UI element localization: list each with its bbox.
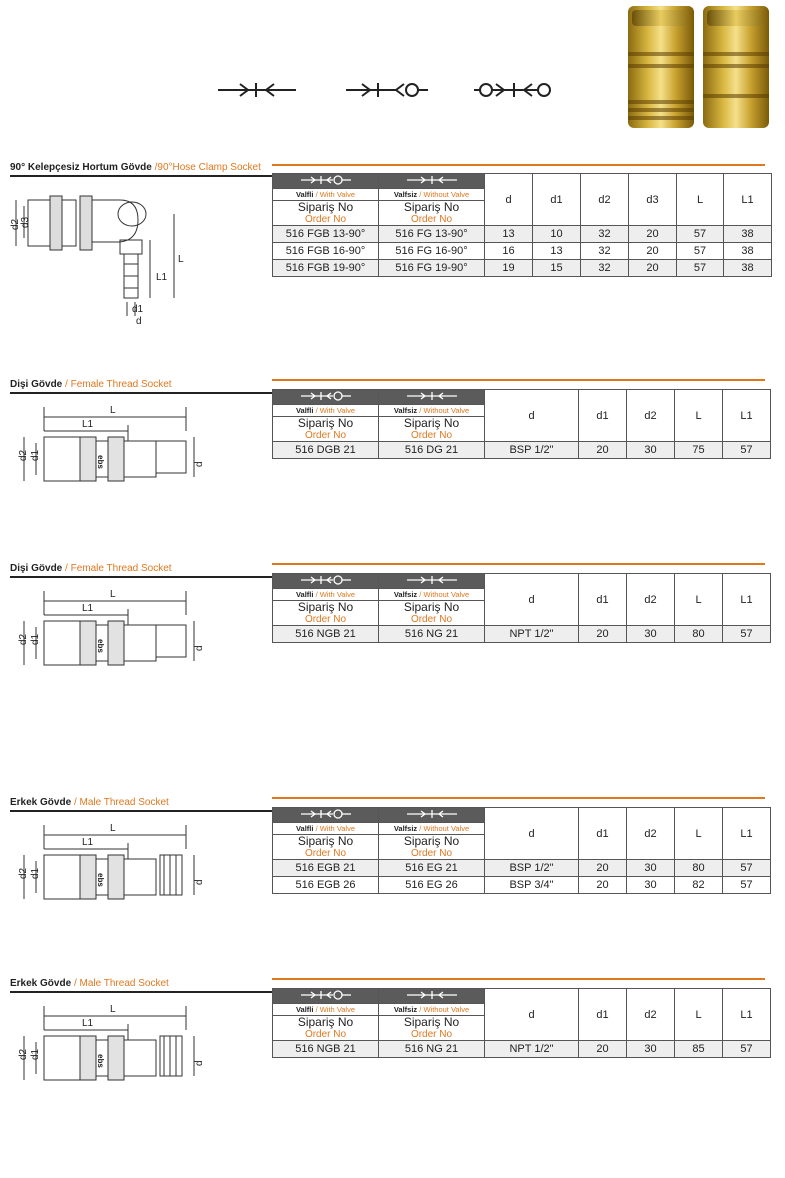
col-header-d: d	[485, 989, 579, 1041]
dim-L: L	[178, 254, 184, 265]
order-no-without-valve: 516 FG 13-90°	[379, 226, 485, 243]
col-header-d1: d1	[533, 174, 581, 226]
order-no-without-valve: 516 FG 19-90°	[379, 260, 485, 277]
order-no-label: Sipariş No Order No	[379, 1016, 485, 1041]
spec-value: 30	[627, 442, 675, 459]
without-valve-header	[379, 574, 485, 589]
spec-table	[272, 389, 771, 459]
table-rule	[272, 978, 765, 980]
spec-value: BSP 1/2"	[485, 442, 579, 459]
dim-d: d	[194, 1060, 205, 1066]
without-valve-header	[379, 390, 485, 405]
dim-L: L	[110, 589, 116, 600]
male-socket-drawing	[10, 1000, 210, 1110]
dim-d: d	[136, 316, 142, 324]
col-header-d: d	[485, 174, 533, 226]
order-no-label: Sipariş No Order No	[273, 1016, 379, 1041]
dim-L: L	[110, 823, 116, 834]
dim-d2: d2	[18, 449, 29, 461]
with-valve-label: Valfli / With Valve	[273, 589, 379, 601]
col-header-d1: d1	[579, 574, 627, 626]
without-valve-label: Valfsiz / Without Valve	[379, 589, 485, 601]
female-socket-drawing	[10, 585, 210, 695]
spec-value: 15	[533, 260, 581, 277]
spec-value: 82	[675, 877, 723, 894]
title-en: / Female Thread Socket	[65, 563, 172, 574]
with-valve-header	[273, 989, 379, 1004]
spec-value: 13	[533, 243, 581, 260]
col-header-d: d	[485, 808, 579, 860]
col-header-d2: d2	[581, 174, 629, 226]
without-valve-header	[379, 989, 485, 1004]
order-no-with-valve: 516 NGB 21	[273, 1041, 379, 1058]
table-row	[273, 243, 772, 260]
table-row	[273, 1041, 771, 1058]
order-no-without-valve: 516 FG 16-90°	[379, 243, 485, 260]
with-valve-header	[273, 174, 379, 189]
order-no-with-valve: 516 NGB 21	[273, 626, 379, 643]
title-en: / Male Thread Socket	[73, 797, 169, 808]
dim-d: d	[194, 645, 205, 651]
dim-L1: L1	[82, 419, 94, 430]
order-no-label: Sipariş No Order No	[273, 417, 379, 442]
spec-value: 13	[485, 226, 533, 243]
dim-d1: d1	[30, 633, 41, 645]
title-tr: Erkek Gövde	[10, 797, 72, 808]
col-header-d: d	[485, 574, 579, 626]
title-tr: Dişi Gövde	[10, 563, 63, 574]
product-photo-female	[703, 6, 769, 128]
with-valve-symbol	[301, 990, 351, 1000]
spec-value: 30	[627, 1041, 675, 1058]
col-header-d2: d2	[627, 574, 675, 626]
dim-d2: d2	[18, 867, 29, 879]
spec-value: 20	[579, 877, 627, 894]
col-header-L: L	[675, 989, 723, 1041]
spec-table	[272, 173, 772, 277]
table-rule	[272, 164, 765, 166]
spec-value: 16	[485, 243, 533, 260]
spec-table	[272, 988, 771, 1058]
spec-value: NPT 1/2"	[485, 1041, 579, 1058]
order-no-with-valve: 516 FGB 19-90°	[273, 260, 379, 277]
title-en: /90°Hose Clamp Socket	[154, 162, 261, 173]
spec-value: 20	[579, 1041, 627, 1058]
without-valve-symbol	[407, 809, 457, 819]
dim-L: L	[110, 1004, 116, 1015]
dim-d1: d1	[30, 1048, 41, 1060]
spec-value: 57	[677, 226, 724, 243]
spec-value: 57	[723, 877, 771, 894]
col-header-L1: L1	[723, 574, 771, 626]
with-valve-symbol	[301, 391, 351, 401]
with-valve-label: Valfli / With Valve	[273, 405, 379, 417]
dim-d1: d1	[30, 867, 41, 879]
spec-value: 32	[581, 226, 629, 243]
without-valve-header	[379, 808, 485, 823]
order-no-without-valve: 516 NG 21	[379, 1041, 485, 1058]
without-valve-symbol	[407, 391, 457, 401]
table-row	[273, 442, 771, 459]
spec-value: NPT 1/2"	[485, 626, 579, 643]
spec-value: 75	[675, 442, 723, 459]
with-valve-label: Valfli / With Valve	[273, 1004, 379, 1016]
order-no-label: Sipariş No Order No	[273, 601, 379, 626]
dim-d: d	[194, 879, 205, 885]
table-row	[273, 877, 771, 894]
col-header-L: L	[675, 574, 723, 626]
col-header-L1: L1	[723, 989, 771, 1041]
order-no-label: Sipariş No Order No	[379, 601, 485, 626]
spec-value: 57	[723, 442, 771, 459]
dim-L1: L1	[82, 1018, 94, 1029]
with-valve-header	[273, 808, 379, 823]
without-valve-symbol	[407, 575, 457, 585]
with-valve-symbol	[301, 809, 351, 819]
table-rule	[272, 563, 765, 565]
spec-value: 85	[675, 1041, 723, 1058]
dim-d1: d1	[132, 304, 144, 315]
dim-d3: d3	[20, 216, 31, 228]
order-no-without-valve: 516 NG 21	[379, 626, 485, 643]
table-rule	[272, 797, 765, 799]
spec-value: 57	[723, 626, 771, 643]
table-row	[273, 860, 771, 877]
with-valve-header	[273, 390, 379, 405]
product-section	[0, 162, 785, 362]
section-title	[10, 162, 272, 173]
spec-value: 57	[723, 860, 771, 877]
spec-value: 20	[629, 260, 677, 277]
product-section	[0, 978, 785, 1178]
dim-d2: d2	[10, 218, 21, 230]
spec-value: 30	[627, 860, 675, 877]
title-en: / Female Thread Socket	[65, 379, 172, 390]
title-rule	[10, 392, 272, 394]
section-title	[10, 978, 270, 989]
dim-L1: L1	[156, 272, 168, 283]
dim-d2: d2	[18, 1048, 29, 1060]
brand-mark: ebs	[96, 873, 105, 887]
order-no-with-valve: 516 EGB 26	[273, 877, 379, 894]
spec-value: 57	[677, 260, 724, 277]
male-socket-drawing	[10, 819, 210, 929]
table-row	[273, 226, 772, 243]
spec-value: 38	[724, 226, 772, 243]
col-header-d2: d2	[627, 390, 675, 442]
order-no-label: Sipariş No Order No	[379, 201, 485, 226]
without-valve-label: Valfsiz / Without Valve	[379, 405, 485, 417]
title-tr: Dişi Gövde	[10, 379, 63, 390]
spec-value: 57	[677, 243, 724, 260]
spec-value: BSP 3/4"	[485, 877, 579, 894]
dim-d2: d2	[18, 633, 29, 645]
brand-mark: ebs	[96, 1054, 105, 1068]
spec-value: 10	[533, 226, 581, 243]
col-header-L1: L1	[723, 390, 771, 442]
title-en: / Male Thread Socket	[73, 978, 169, 989]
with-valve-symbol	[301, 575, 351, 585]
order-no-with-valve: 516 EGB 21	[273, 860, 379, 877]
col-header-d2: d2	[627, 808, 675, 860]
order-no-without-valve: 516 EG 26	[379, 877, 485, 894]
ring-valve-symbol	[474, 80, 558, 100]
spec-value: 20	[579, 860, 627, 877]
col-header-d2: d2	[627, 989, 675, 1041]
order-no-with-valve: 516 DGB 21	[273, 442, 379, 459]
title-rule	[10, 175, 272, 177]
spec-value: 32	[581, 243, 629, 260]
spec-value: 20	[579, 626, 627, 643]
order-no-label: Sipariş No Order No	[379, 417, 485, 442]
spec-value: 19	[485, 260, 533, 277]
product-section	[0, 563, 785, 763]
title-rule	[10, 576, 272, 578]
with-valve-label: Valfli / With Valve	[273, 823, 379, 835]
title-tr: 90° Kelepçesiz Hortum Gövde	[10, 162, 152, 173]
spec-value: 20	[629, 226, 677, 243]
without-valve-label: Valfsiz / Without Valve	[379, 1004, 485, 1016]
without-valve-label: Valfsiz / Without Valve	[379, 823, 485, 835]
without-valve-header	[379, 174, 485, 189]
order-no-with-valve: 516 FGB 16-90°	[273, 243, 379, 260]
spec-value: BSP 1/2"	[485, 860, 579, 877]
product-section	[0, 797, 785, 997]
elbow-socket-drawing	[10, 184, 210, 324]
col-header-L: L	[675, 808, 723, 860]
spec-value: 57	[723, 1041, 771, 1058]
dim-d1: d1	[30, 449, 41, 461]
spec-value: 32	[581, 260, 629, 277]
section-title	[10, 379, 270, 390]
col-header-d1: d1	[579, 808, 627, 860]
spec-value: 30	[627, 877, 675, 894]
title-rule	[10, 991, 272, 993]
spec-value: 38	[724, 243, 772, 260]
with-valve-symbol	[301, 175, 351, 185]
table-rule	[272, 379, 765, 381]
dim-L1: L1	[82, 837, 94, 848]
spec-value: 38	[724, 260, 772, 277]
col-header-d: d	[485, 390, 579, 442]
col-header-L1: L1	[724, 174, 772, 226]
female-socket-drawing	[10, 401, 210, 511]
with-valve-header	[273, 574, 379, 589]
brand-mark: ebs	[96, 455, 105, 469]
without-valve-label: Valfsiz / Without Valve	[379, 189, 485, 201]
table-row	[273, 626, 771, 643]
spec-value: 30	[627, 626, 675, 643]
col-header-L: L	[677, 174, 724, 226]
col-header-d1: d1	[579, 390, 627, 442]
col-header-d3: d3	[629, 174, 677, 226]
table-row	[273, 260, 772, 277]
without-valve-symbol	[407, 990, 457, 1000]
order-no-label: Sipariş No Order No	[273, 201, 379, 226]
spec-value: 80	[675, 626, 723, 643]
section-title	[10, 797, 270, 808]
product-photo-male	[628, 6, 694, 128]
col-header-d1: d1	[579, 989, 627, 1041]
order-no-with-valve: 516 FGB 13-90°	[273, 226, 379, 243]
spec-table	[272, 573, 771, 643]
with-valve-label: Valfli / With Valve	[273, 189, 379, 201]
col-header-L1: L1	[723, 808, 771, 860]
section-title	[10, 563, 270, 574]
dim-d: d	[194, 461, 205, 467]
order-no-label: Sipariş No Order No	[273, 835, 379, 860]
dim-L: L	[110, 405, 116, 416]
title-tr: Erkek Gövde	[10, 978, 72, 989]
spec-value: 20	[579, 442, 627, 459]
title-rule	[10, 810, 272, 812]
both-valve-symbol	[218, 80, 296, 100]
order-no-without-valve: 516 EG 21	[379, 860, 485, 877]
col-header-L: L	[675, 390, 723, 442]
order-no-without-valve: 516 DG 21	[379, 442, 485, 459]
spec-value: 80	[675, 860, 723, 877]
product-section	[0, 379, 785, 579]
spec-value: 20	[629, 243, 677, 260]
no-valve-symbol	[346, 80, 428, 100]
brand-mark: ebs	[96, 639, 105, 653]
dim-L1: L1	[82, 603, 94, 614]
without-valve-symbol	[407, 175, 457, 185]
order-no-label: Sipariş No Order No	[379, 835, 485, 860]
spec-table	[272, 807, 771, 894]
